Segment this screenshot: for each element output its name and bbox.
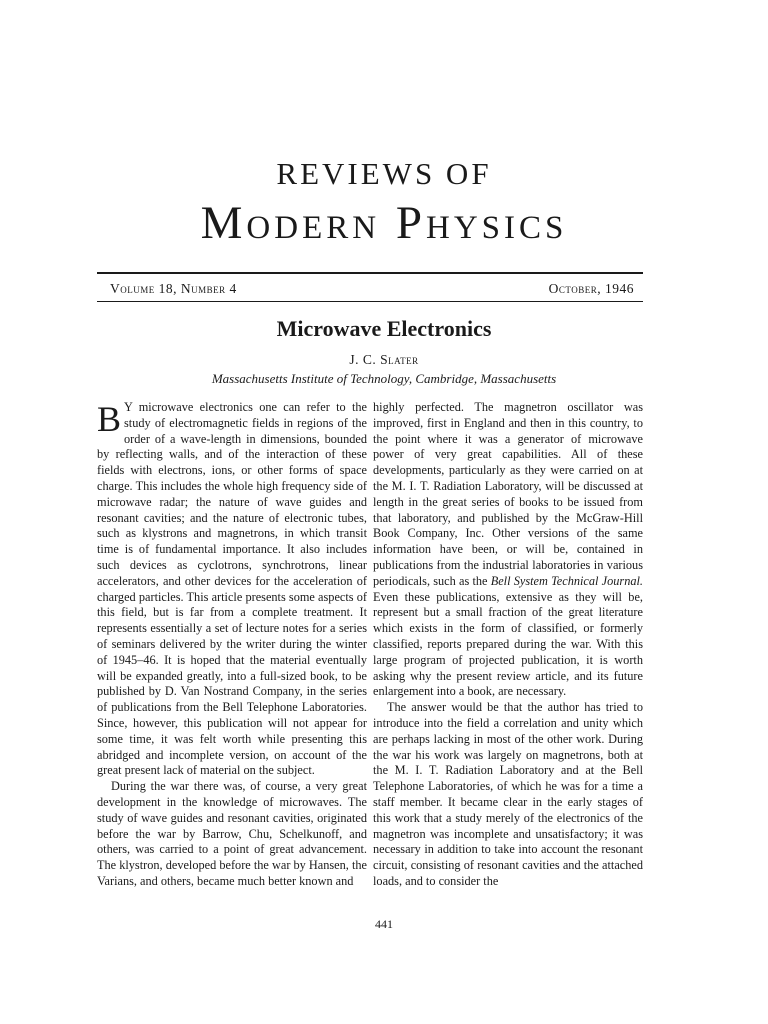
issue-date: October, 1946 — [548, 281, 634, 296]
header-rule-bottom — [97, 301, 643, 302]
header-rule-top — [97, 272, 643, 274]
paragraph — [97, 400, 367, 779]
paragraph — [373, 400, 643, 700]
paragraph: During the war there was, of course, a very great development in the knowledge of microwaves. The study of wave guides and resonant cavities, originated before the war by Barrow, Chu, Schelkunoff, and others, was carried to a point of great advancement. The klystron, developed before the war by Hansen, the Varians, and others, became much better known and — [97, 779, 367, 888]
drop-cap: B — [97, 400, 122, 439]
paragraph-text: highly perfected. The magnetron oscillator was improved, first in England and then in this country, to the point where it was a generator of microwave power of very great capabilities. All of these developments, particularly as they were carried on at the M. I. T. Radiation Laboratory, will be discussed at length in the great series of books to be issued from that laboratory, and published by the McGraw-Hill Book Company, Inc. Other versions of the same information have been, or will be, contained in publications from the industrial laboratories in various periodicals, such as the — [373, 400, 643, 588]
volume-number: Volume 18, Number 4 — [110, 281, 237, 296]
article-title: Microwave Electronics — [276, 316, 492, 341]
paragraph-text: Even these publications, extensive as they will be, represent but a small fraction of the great literature which exists in the form of classified, or formerly classified, reports prepared during the war. With this large program of projected publication, it is worth asking why the present review article, and its future enlargement into a book, are necessary. — [373, 589, 643, 699]
body-column-right — [373, 400, 643, 920]
paragraph-text: Y microwave electronics one can refer to the study of electromagnetic fields in regions of the order of a wave-length in dimensions, bounded by reflecting walls, and of the interaction of these fields with electrons, ions, or other forms of space charge. This includes the whole high frequency side of microwave radar; the nature of wave guides and resonant cavities; and the nature of electronic tubes, such as klystrons and magnetrons, in which transit time is of fundamental importance. It also includes such devices as cyclotrons, synchrotrons, linear accelerators, and other devices for the acceleration of charged particles. This article presents some aspects of this field, but is far from a complete treatment. It represents essentially a set of lecture notes for a series of seminars delivered by the writer during the winter of 1945–46. It is hoped that the material eventually will be expanded greatly, into a full-sized book, to be published by D. Van Nostrand Company, in the series of publications from the Bell Telephone Laboratories. Since, however, this publication will not appear for some time, it was felt worth while presenting this abridged and incomplete version, on account of the great present lack of material on the subject. — [97, 400, 367, 778]
issue-line — [110, 281, 634, 297]
article-author: J. C. Slater — [349, 352, 419, 367]
paragraph: The answer would be that the author has tried to introduce into the field a correlation and unity which are perhaps lacking in most of the other work. During the war his work was largely on magnetrons, both at the M. I. T. Radiation Laboratory and at the Bell Telephone Laboratories, of which he was for a time a staff member. It became clear in the early stages of this work that a study merely of the electronics of the magnetron was incomplete and unsatisfactory; it was necessary in addition to take into account the resonant circuit, consisting of resonant cavities and the attached loads, and to consider the — [373, 700, 643, 888]
article-affiliation: Massachusetts Institute of Technology, Cambridge, Massachusetts — [211, 371, 557, 386]
journal-title-top: REVIEWS OF — [276, 156, 492, 191]
page-number: 441 — [375, 917, 393, 931]
journal-title-main: Modern Physics — [200, 197, 568, 249]
journal-citation: Bell System Technical Journal. — [490, 573, 643, 588]
body-column-left — [97, 400, 367, 920]
